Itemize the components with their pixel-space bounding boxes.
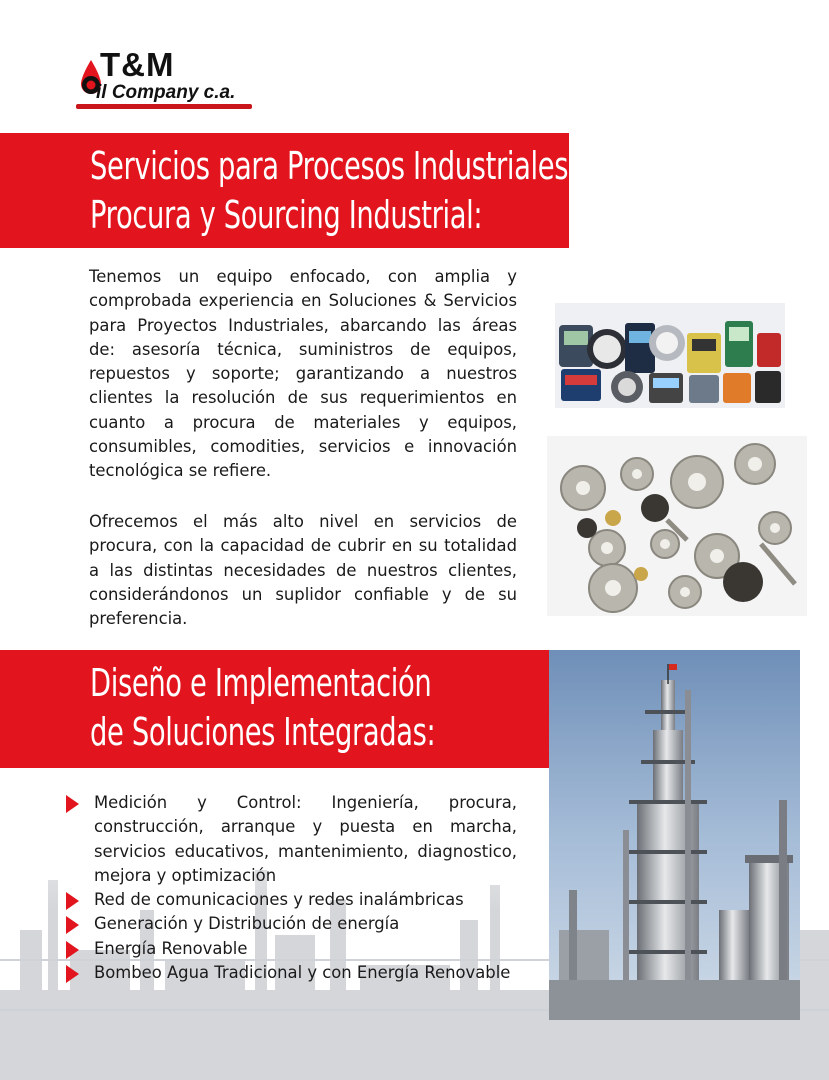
instruments-image — [555, 303, 785, 408]
logo-wordmark-bottom: il Company c.a. — [96, 82, 236, 103]
bullet-item-1: Medición y Control: Ingeniería, procura, construcción, arranque y puesta en marcha, servicios educativos, mantenimiento, diagnostico, mejora y optimización — [94, 793, 517, 885]
refinery-photo — [549, 650, 800, 1020]
bullet-item-2: Red de comunicaciones y redes inalámbricas — [94, 890, 464, 909]
bullet-item-4: Energía Renovable — [94, 939, 248, 958]
section1-paragraph1: Tenemos un equipo enfocado, con amplia y comprobada experiencia en Soluciones & Servicios para Proyectos Industriales, abarcando las áreas de: asesoría técnica, suministros de equipos, repuestos y soporte; garantizando a nuestros clientes la resolución de sus requerimientos en cuanto a procura de materiales y equipos, consumibles, comodities, servicios e innovación tecnológica se refiere. — [89, 267, 517, 481]
bullet-item-5: Bombeo Agua Tradicional y con Energía Renovable — [94, 963, 511, 982]
bullet-arrow-icon — [66, 892, 79, 910]
bullet-arrow-icon — [66, 965, 79, 983]
logo-wordmark-top: T&M — [100, 46, 175, 83]
bullet-item-3: Generación y Distribución de energía — [94, 914, 400, 933]
section1-paragraph2: Ofrecemos el más alto nivel en servicios de procura, con la capacidad de cubrir en su totalidad a las distintas necesidades de nuestros clientes, considerándonos un suplidor confiable y de su preferencia. — [89, 512, 517, 629]
bullet-arrow-icon — [66, 941, 79, 959]
bullet-arrow-icon — [66, 916, 79, 934]
company-logo — [62, 44, 252, 110]
section1-title-line2: Procura y Sourcing Industrial: — [90, 193, 483, 237]
section2-title-line1: Diseño e Implementación — [90, 661, 432, 705]
bullet-arrow-icon — [66, 795, 79, 813]
logo-underline — [76, 104, 252, 109]
section2-title-line2: de Soluciones Integradas: — [90, 710, 436, 754]
gears-image — [547, 436, 807, 616]
section1-title-line1: Servicios para Procesos Industriales — [90, 144, 569, 188]
